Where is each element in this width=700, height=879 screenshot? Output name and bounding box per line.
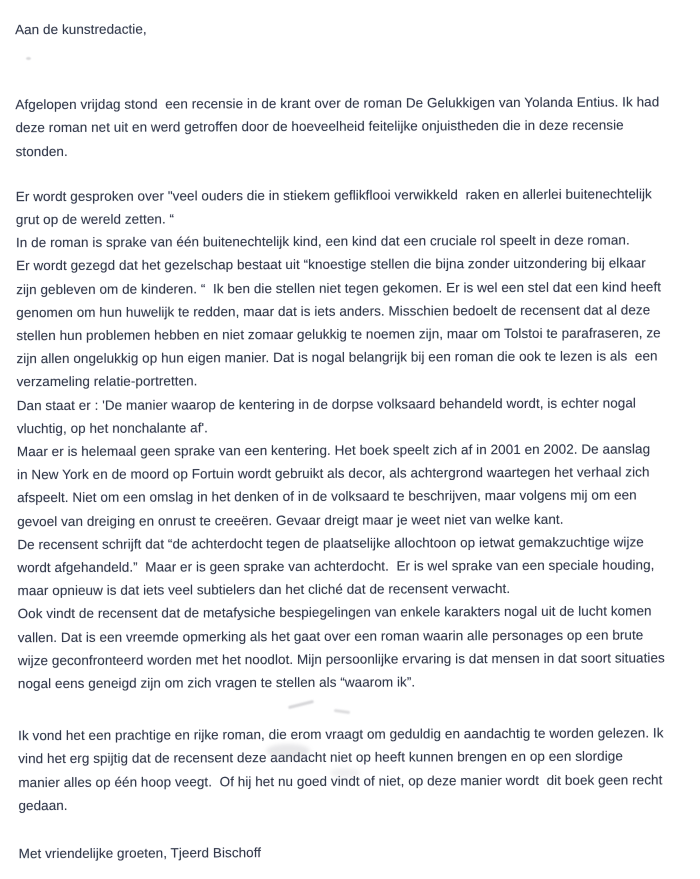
paragraph-intro: Afgelopen vrijdag stond een recensie in de krant over de roman De Gelukkigen van Yolanda Entius. Ik had deze roman net uit en werd getroffen door de hoeveelheid feitelijke onjuistheden die in deze recensie stonden. [15, 94, 660, 159]
paragraph-critique: Er wordt gesproken over "veel ouders die in stiekem geflikflooi verwikkeld raken en allerlei buitenechtelijk grut op de wereld zetten. “ In de roman is sprake van één buitenechtelijk kind, een kind dat een cruciale rol speelt in deze roman. Er wordt gezegd dat het gezelschap bestaat uit “knoestige stellen die bijna zonder uitzondering bij elkaar zijn gebleven om de kinderen. “ Ik ben die stellen niet tegen gekomen. Er is wel een stel dat een kind heeft genomen om hun huwelijk te redden, maar dat is iets anders. Misschien bedoelt de recensent dat al deze stellen hun problemen hebben en niet zomaar gelukkig te noemen zijn, maar om Tolstoi te parafraseren, ze zijn allen ongelukkig op hun eigen manier. Dat is nogal belangrijk bij een roman die ook te lezen is als een verzameling relatie-portretten. Dan staat er : 'De manier waarop de kentering in de dorpse volksaard behandeld wordt, is echter nogal vluchtig, op het nonchalante af'. Maar er is helemaal geen sprake van een kentering. Het boek speelt zich af in 2001 en 2002. De aanslag in New York en de moord op Fortuin wordt gebruikt als decor, als achtergrond waartegen het verhaal zich afspeelt. Niet om een omslag in het denken of in de volksaard te beschrijven, maar volgens mij om een gevoel van dreiging en onrust te creeëren. Gevaar dreigt maar je weet niet van welke kant. De recensent schrijft dat “de achterdocht tegen de plaatselijke allochtoon op ietwat gemakzuchtige wijze wordt afgehandeld.” Maar er is geen sprake van achterdocht. Er is wel sprake van een speciale houding, maar opnieuw is dat iets veel subtielers dan het cliché dat de recensent verwacht. Ook vindt de recensent dat de metafysiche bespiegelingen van enkele karakters nogal uit de lucht komen vallen. Dat is een vreemde opmerking als het gaat over een roman waarin alle personages op een brute wijze geconfronteerd worden met het noodlot. Mijn persoonlijke ervaring is dat mensen in dat soort situaties nogal eens geneigd zijn om zich vragen te stellen als “waarom ik”. [15, 186, 665, 692]
closing-signature: Met vriendelijke groeten, Tjeerd Bischoff [18, 845, 262, 862]
salutation: Aan de kunstredactie, [15, 21, 147, 38]
letter-body [15, 15, 691, 865]
paragraph-conclusion: Ik vond het een prachtige en rijke roman, die erom vraagt om geduldig en aandachtig te worden gelezen. Ik vind het erg spijtig dat de recensent deze aandacht niet op heeft kunnen brengen en op een slordige manier alles op één hoop veegt. Of hij het nu goed vindt of niet, op deze manier wordt dit boek geen recht gedaan. [18, 725, 664, 814]
